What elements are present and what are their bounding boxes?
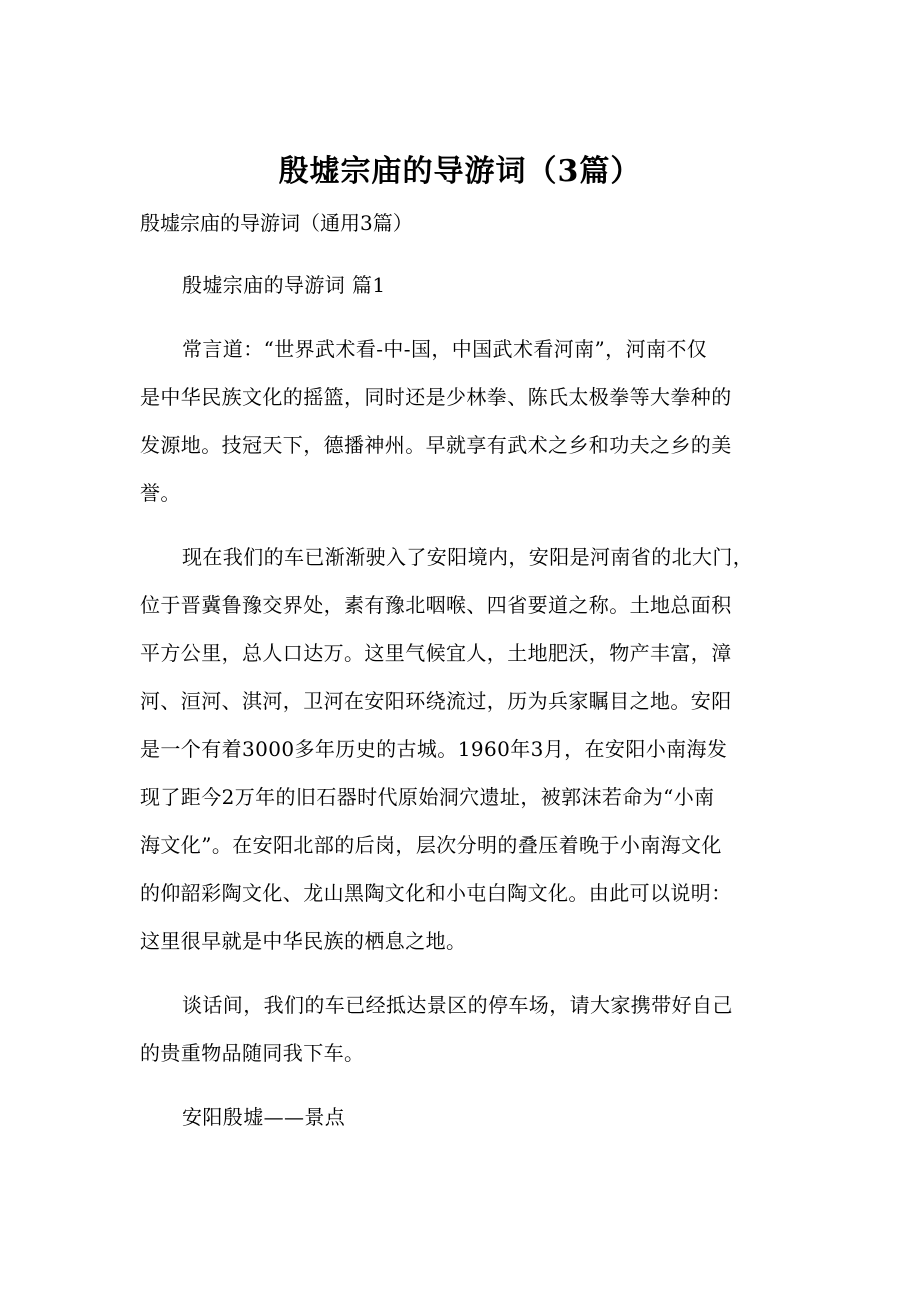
- paragraph-line: 常言道：“世界武术看-中-国，中国武术看河南”，河南不仅: [182, 337, 708, 361]
- paragraph-line: 是一个有着3000多年历史的古城。1960年3月，在安阳小南海发: [140, 737, 728, 761]
- section2-heading: 安阳殷墟——景点: [182, 1105, 346, 1129]
- paragraph-line: 发源地。技冠天下，德播神州。早就享有武术之乡和功夫之乡的美: [140, 433, 732, 457]
- paragraph-line: 是中华民族文化的摇篮，同时还是少林拳、陈氏太极拳等大拳种的: [140, 385, 732, 409]
- section-heading: 殷墟宗庙的导游词 篇1: [182, 273, 386, 297]
- paragraph-line: 现在我们的车已渐渐驶入了安阳境内，安阳是河南省的北大门，: [182, 545, 754, 569]
- paragraph-line: 位于晋冀鲁豫交界处，素有豫北咽喉、四省要道之称。土地总面积: [140, 593, 732, 617]
- paragraph-line: 谈话间，我们的车已经抵达景区的停车场，请大家携带好自己: [182, 993, 733, 1017]
- paragraph-line: 现了距今2万年的旧石器时代原始洞穴遗址，被郭沫若命为“小南: [140, 785, 715, 809]
- paragraph-line: 河、洹河、淇河，卫河在安阳环绕流过，历为兵家瞩目之地。安阳: [140, 689, 732, 713]
- paragraph-line: 海文化”。在安阳北部的后岗，层次分明的叠压着晚于小南海文化: [140, 833, 722, 857]
- document-title: 殷墟宗庙的导游词（3篇）: [278, 154, 642, 189]
- paragraph-line: 这里很早就是中华民族的栖息之地。: [140, 929, 467, 953]
- paragraph-line: 的仰韶彩陶文化、龙山黑陶文化和小屯白陶文化。由此可以说明：: [140, 881, 732, 905]
- paragraph-line: 平方公里，总人口达万。这里气候宜人，土地肥沃，物产丰富，漳: [140, 641, 732, 665]
- paragraph-line: 的贵重物品随同我下车。: [140, 1041, 365, 1065]
- document-subtitle: 殷墟宗庙的导游词（通用3篇）: [140, 211, 413, 235]
- paragraph-line: 誉。: [140, 481, 181, 505]
